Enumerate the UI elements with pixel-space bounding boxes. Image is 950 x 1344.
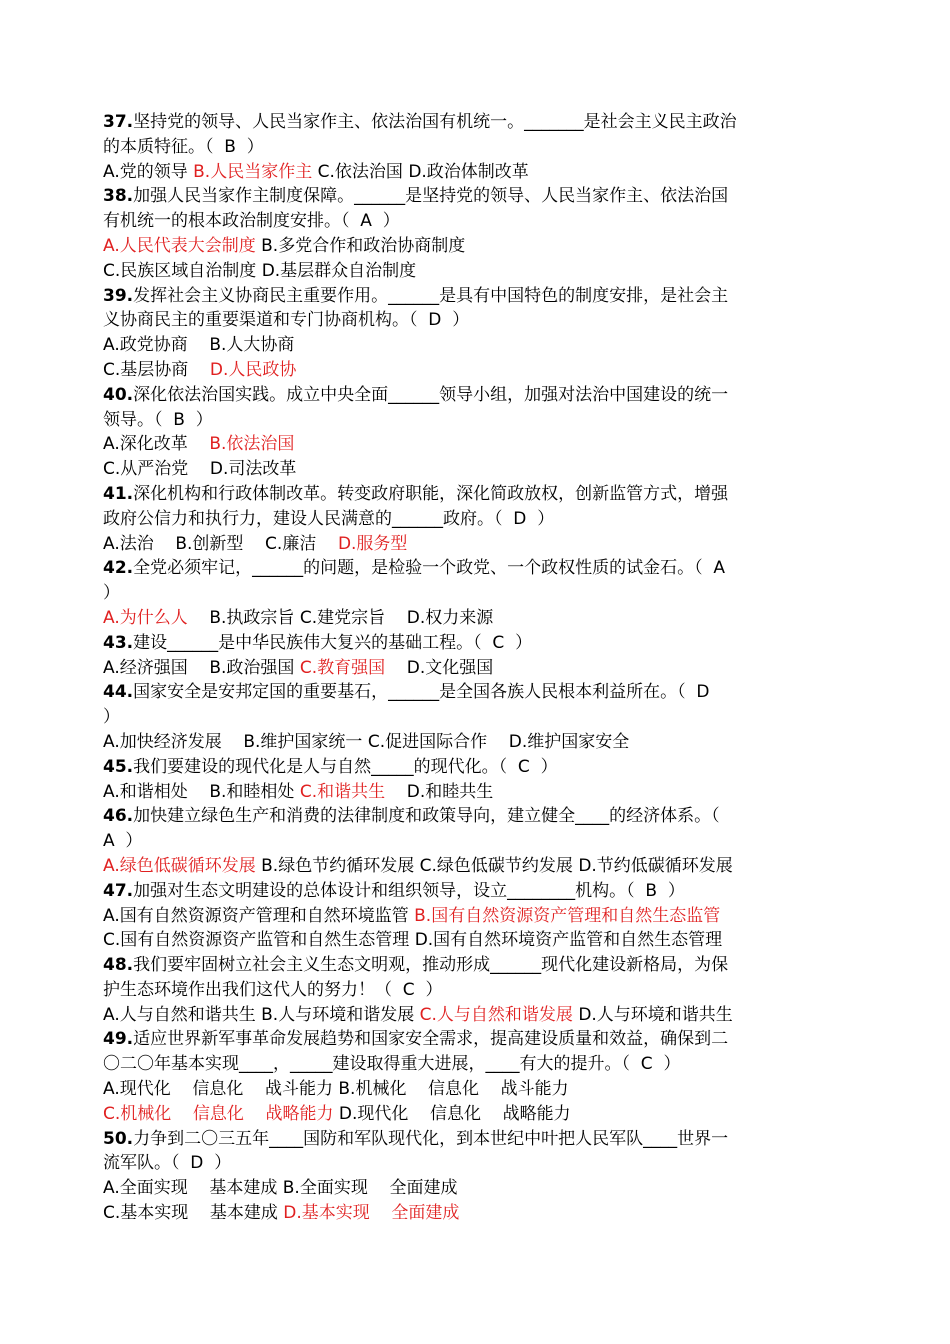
question-number: 38.: [103, 186, 134, 207]
question-text-line: [103, 556, 848, 581]
question-text-line: [103, 829, 848, 854]
question-stem-text: 加强人民当家作主制度保障。______是坚持党的领导、人民当家作主、依法治国: [133, 186, 729, 207]
option-row: [103, 457, 848, 482]
correct-answer-option: C.人与自然和谐发展: [419, 1004, 579, 1025]
answer-option: C.基本实现 基本建成: [103, 1203, 284, 1224]
question-stem-text: ）: [103, 707, 120, 728]
answer-option: A.国有自然资源资产管理和自然环境监管: [103, 905, 415, 926]
option-row: [103, 780, 848, 805]
question-stem-text: 义协商民主的重要渠道和专门协商机构。（ D ）: [103, 310, 470, 331]
option-row: [103, 333, 848, 358]
answer-option: A.深化改革: [103, 434, 210, 455]
option-row: [103, 854, 848, 879]
question-number: 48.: [103, 955, 134, 976]
correct-answer-option: A.为什么人: [103, 607, 210, 628]
question-number: 43.: [103, 632, 134, 653]
question-stem-text: 政府公信力和执行力，建设人民满意的______政府。（ D ）: [103, 508, 555, 529]
question-item: [103, 1127, 848, 1226]
answer-option: B.全面实现 全面建成: [282, 1178, 458, 1199]
answer-option: D.和睦共生: [406, 781, 494, 802]
question-item: [103, 284, 848, 383]
answer-option: A.加快经济发展: [103, 731, 244, 752]
option-row: [103, 904, 848, 929]
answer-option: C.基层协商: [103, 359, 210, 380]
option-row: [103, 1003, 848, 1028]
question-text-line: [103, 631, 848, 656]
question-item: [103, 680, 848, 754]
correct-answer-option: A.人民代表大会制度: [103, 235, 262, 256]
answer-option: D.人与环境和谐共生: [578, 1004, 733, 1025]
question-stem-text: 发挥社会主义协商民主重要作用。______是具有中国特色的制度安排，是社会主: [133, 285, 729, 306]
question-number: 37.: [103, 112, 134, 132]
option-row: [103, 532, 848, 557]
question-text-line: [103, 308, 848, 333]
question-item: [103, 482, 848, 556]
correct-answer-option: D.基本实现 全面建成: [283, 1203, 460, 1224]
correct-answer-option: B.依法治国: [209, 434, 295, 455]
question-number: 41.: [103, 483, 134, 504]
correct-answer-option: C.机械化 信息化 战略能力: [103, 1103, 339, 1124]
question-text-line: [103, 705, 848, 730]
answer-option: D.国有自然环境资产监管和自然生态管理: [414, 930, 723, 951]
question-text-line: [103, 408, 848, 433]
answer-option: A.和谐相处: [103, 781, 210, 802]
question-text-line: [103, 507, 848, 532]
exam-page: [103, 110, 848, 1226]
answer-option: A.经济强国: [103, 657, 210, 678]
answer-option: B.人与环境和谐发展: [261, 1004, 420, 1025]
question-number: 47.: [103, 880, 134, 901]
answer-option: D.司法改革: [209, 459, 297, 480]
answer-option: D.政治体制改革: [408, 161, 529, 182]
option-row: [103, 730, 848, 755]
question-stem-text: 力争到二〇三五年____国防和军队现代化，到本世纪中叶把人民军队____世界一: [133, 1128, 729, 1149]
option-row: [103, 656, 848, 681]
question-stem-text: 全党必须牢记，______的问题，是检验一个政党、一个政权性质的试金石。（ A: [133, 558, 726, 579]
option-row: [103, 358, 848, 383]
answer-option: A.党的领导: [103, 161, 194, 182]
answer-option: B.多党合作和政治协商制度: [261, 235, 466, 256]
answer-option: D.权力来源: [406, 607, 494, 628]
question-text-line: [103, 953, 848, 978]
option-row: [103, 259, 848, 284]
answer-option: C.国有自然资源资产监管和自然生态管理: [103, 930, 415, 951]
option-row: [103, 234, 848, 259]
question-text-line: [103, 209, 848, 234]
answer-option: C.依法治国: [317, 161, 409, 182]
question-stem-text: 深化机构和行政体制改革。转变政府职能，深化简政放权，创新监管方式，增强: [133, 483, 729, 504]
question-number: 44.: [103, 682, 134, 703]
answer-option: B.绿色节约循环发展: [261, 855, 420, 876]
correct-answer-option: B.国有自然资源资产管理和自然生态监管: [414, 905, 721, 926]
question-stem-text: 〇二〇年基本实现____，_____建设取得重大进展，____有大的提升。（ C ）: [103, 1054, 681, 1075]
question-stem-text: 护生态环境作出我们这代人的努力！（ C ）: [103, 979, 443, 1000]
question-item: [103, 755, 848, 805]
question-text-line: [103, 680, 848, 705]
answer-option: A.现代化 信息化 战斗能力: [103, 1079, 339, 1100]
question-item: [103, 953, 848, 1027]
option-row: [103, 928, 848, 953]
correct-answer-option: D.服务型: [337, 533, 408, 554]
answer-option: D.维护国家安全: [508, 731, 630, 752]
answer-option: C.民族区域自治制度: [103, 260, 262, 281]
answer-option: D.节约低碳循环发展: [578, 855, 733, 876]
question-item: [103, 383, 848, 482]
question-stem-text: 流军队。（ D ）: [103, 1153, 232, 1174]
answer-option: A.人与自然和谐共生: [103, 1004, 262, 1025]
question-stem-text: 领导。（ B ）: [103, 409, 213, 430]
answer-option: A.全面实现 基本建成: [103, 1178, 283, 1199]
correct-answer-option: C.教育强国: [299, 657, 407, 678]
question-stem-text: 适应世界新军事革命发展趋势和国家安全需求，提高建设质量和效益，确保到二: [133, 1029, 729, 1050]
question-item: [103, 631, 848, 681]
question-text-line: [103, 1127, 848, 1152]
question-text-line: [103, 284, 848, 309]
question-text-line: [103, 978, 848, 1003]
correct-answer-option: B.人民当家作主: [193, 161, 318, 182]
answer-option: D.现代化 信息化 战略能力: [338, 1103, 571, 1124]
option-row: [103, 1176, 848, 1201]
option-row: [103, 1201, 848, 1226]
question-text-line: [103, 110, 848, 135]
option-row: [103, 160, 848, 185]
correct-answer-option: A.绿色低碳循环发展: [103, 855, 262, 876]
answer-option: B.机械化 信息化 战斗能力: [338, 1079, 569, 1100]
answer-option: C.廉洁: [265, 533, 338, 554]
option-row: [103, 606, 848, 631]
question-number: 42.: [103, 558, 134, 579]
correct-answer-option: D.人民政协: [209, 359, 297, 380]
answer-option: B.执政宗旨: [209, 607, 300, 628]
answer-option: B.人大协商: [209, 335, 295, 356]
question-number: 40.: [103, 384, 134, 405]
question-text-line: [103, 804, 848, 829]
question-stem-text: 深化依法治国实践。成立中央全面______领导小组，加强对法治中国建设的统一: [133, 384, 729, 405]
question-text-line: [103, 383, 848, 408]
question-text-line: [103, 1151, 848, 1176]
question-stem-text: 的本质特征。（ B ）: [103, 136, 264, 157]
question-stem-text: 有机统一的根本政治制度安排。（ A ）: [103, 211, 400, 232]
answer-option: D.基层群众自治制度: [261, 260, 417, 281]
question-text-line: [103, 755, 848, 780]
question-item: [103, 184, 848, 283]
question-stem-text: 加强对生态文明建设的总体设计和组织领导，设立________机构。（ B ）: [133, 880, 685, 901]
question-text-line: [103, 581, 848, 606]
question-stem-text: ）: [103, 583, 120, 604]
answer-option: B.创新型: [175, 533, 266, 554]
answer-option: C.促进国际合作: [367, 731, 509, 752]
answer-option: C.从严治党: [103, 459, 210, 480]
question-item: [103, 879, 848, 953]
answer-option: C.建党宗旨: [299, 607, 407, 628]
question-stem-text: 加快建立绿色生产和消费的法律制度和政策导向，建立健全____的经济体系。（: [133, 806, 720, 827]
question-text-line: [103, 135, 848, 160]
question-number: 49.: [103, 1029, 134, 1050]
answer-option: C.绿色低碳节约发展: [419, 855, 579, 876]
answer-option: A.法治: [103, 533, 176, 554]
question-number: 50.: [103, 1128, 134, 1149]
option-row: [103, 1077, 848, 1102]
answer-option: B.和睦相处: [209, 781, 300, 802]
question-number: 39.: [103, 285, 134, 306]
question-text-line: [103, 1052, 848, 1077]
question-stem-text: 我们要牢固树立社会主义生态文明观，推动形成______现代化建设新格局，为保: [133, 955, 729, 976]
question-number: 46.: [103, 806, 134, 827]
question-item: [103, 556, 848, 630]
question-number: 45.: [103, 756, 134, 777]
question-text-line: [103, 879, 848, 904]
answer-option: B.政治强国: [209, 657, 300, 678]
question-stem-text: 建设______是中华民族伟大复兴的基础工程。（ C ）: [133, 632, 533, 653]
question-text-line: [103, 482, 848, 507]
question-stem-text: 国家安全是安邦定国的重要基石，______是全国各族人民根本利益所在。（ D: [133, 682, 710, 703]
option-row: [103, 432, 848, 457]
option-row: [103, 1102, 848, 1127]
question-item: [103, 110, 848, 184]
answer-option: D.文化强国: [406, 657, 494, 678]
question-item: [103, 804, 848, 878]
correct-answer-option: C.和谐共生: [299, 781, 407, 802]
question-stem-text: 坚持党的领导、人民当家作主、依法治国有机统一。_______是社会主义民主政治: [133, 112, 737, 132]
question-text-line: [103, 1027, 848, 1052]
answer-option: A.政党协商: [103, 335, 210, 356]
question-stem-text: A ）: [103, 831, 143, 852]
question-stem-text: 我们要建设的现代化是人与自然_____的现代化。（ C ）: [133, 756, 558, 777]
question-text-line: [103, 184, 848, 209]
answer-option: B.维护国家统一: [243, 731, 368, 752]
question-item: [103, 1027, 848, 1126]
